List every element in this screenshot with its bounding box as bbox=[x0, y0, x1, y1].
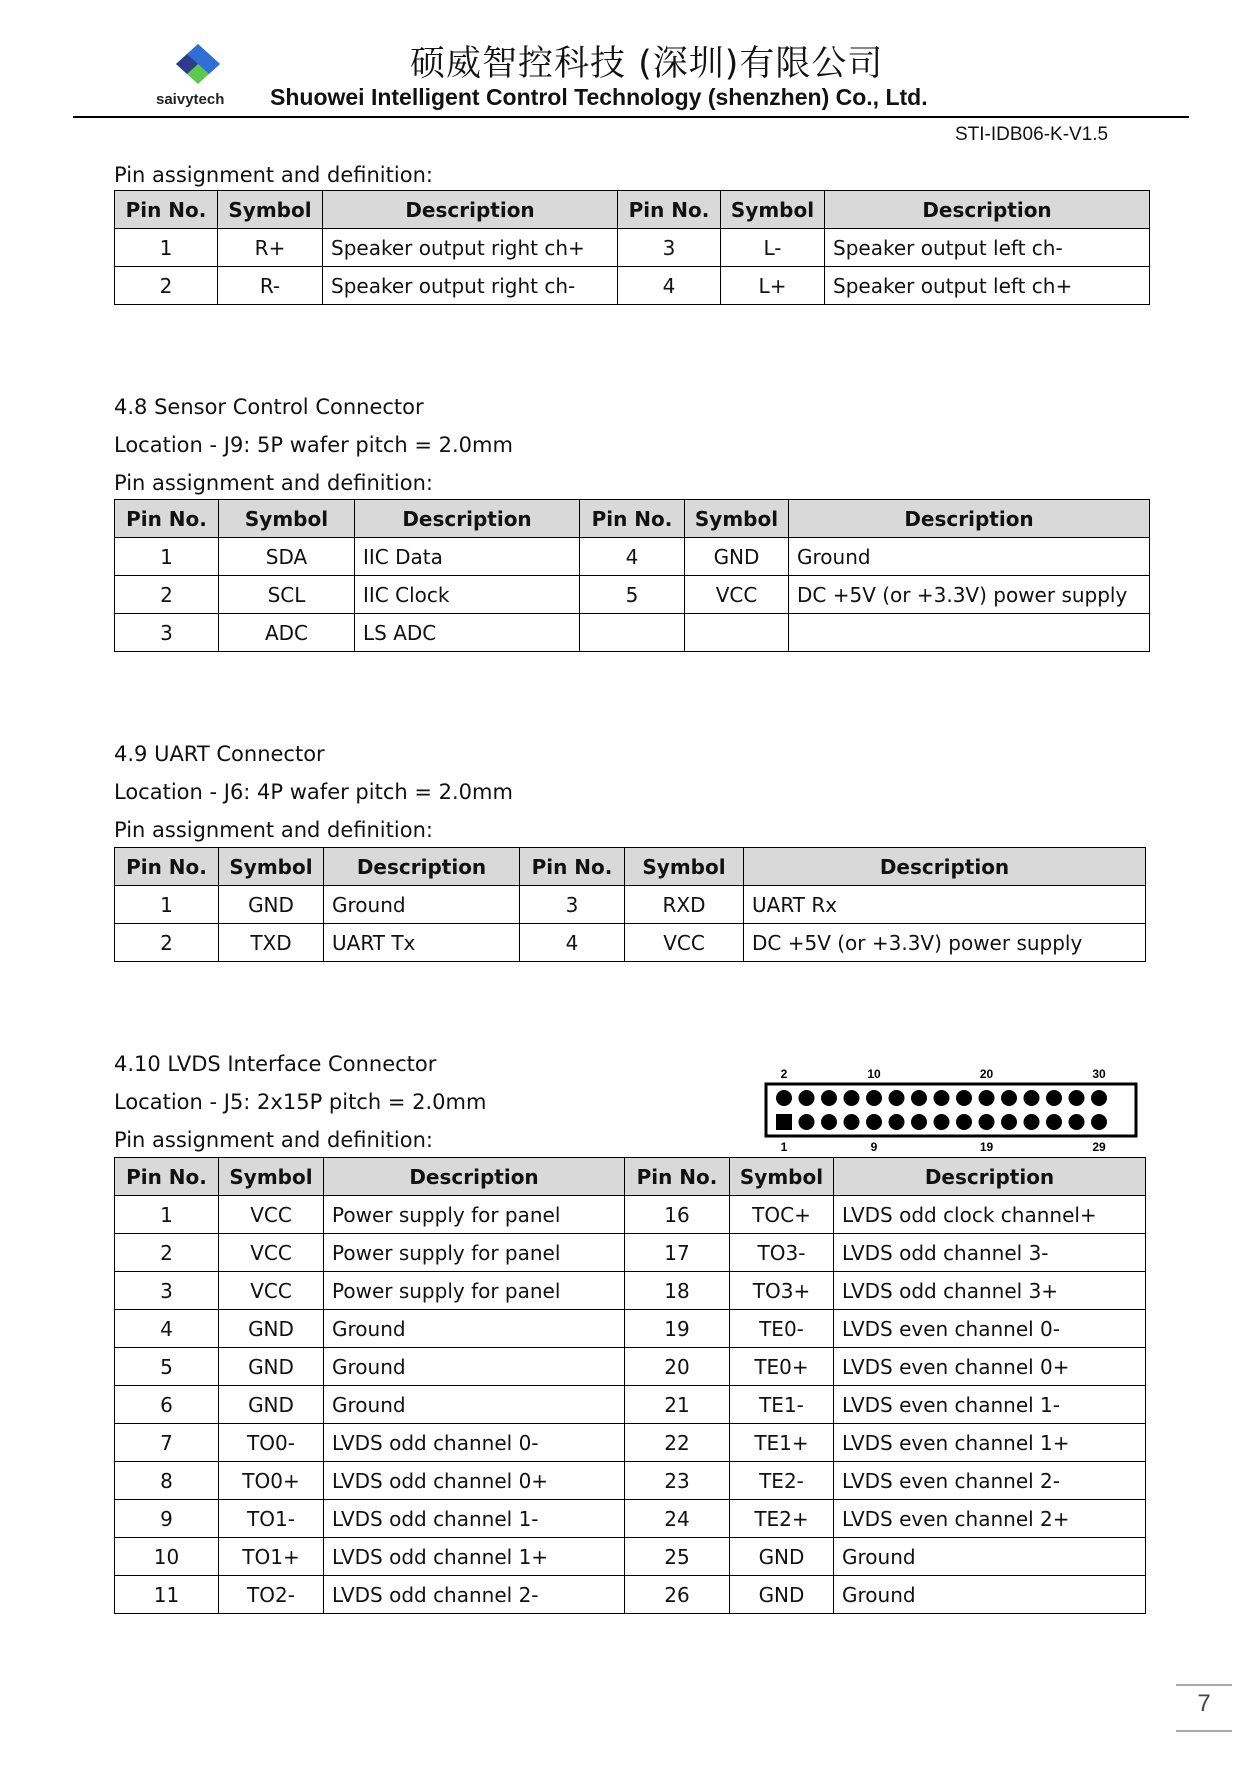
description-cell: IIC Data bbox=[355, 538, 580, 576]
symbol-cell: TO3+ bbox=[730, 1272, 834, 1310]
symbol-cell: GND bbox=[685, 538, 789, 576]
table-row bbox=[115, 924, 1146, 962]
description-cell: Ground bbox=[324, 1348, 625, 1386]
description-cell: LVDS even channel 0- bbox=[834, 1310, 1146, 1348]
pin-number-cell: 2 bbox=[115, 267, 218, 305]
sensor-pin-table bbox=[114, 499, 1150, 652]
pin-number-cell: 3 bbox=[115, 1272, 219, 1310]
table-row bbox=[115, 229, 1150, 267]
pin-number-cell: 3 bbox=[520, 886, 625, 924]
pin-number-cell bbox=[580, 614, 685, 652]
pin-number-cell: 10 bbox=[115, 1538, 219, 1576]
description-cell: UART Rx bbox=[744, 886, 1146, 924]
connector-pin-label: 2 bbox=[780, 1067, 788, 1081]
uart-pin-label: Pin assignment and definition: bbox=[114, 818, 433, 842]
pin-number-cell: 4 bbox=[580, 538, 685, 576]
symbol-cell: TO1+ bbox=[219, 1538, 324, 1576]
description-cell: LVDS even channel 2- bbox=[834, 1462, 1146, 1500]
connector-pin bbox=[1046, 1114, 1062, 1130]
col-header: Pin No. bbox=[580, 500, 685, 538]
symbol-cell bbox=[685, 614, 789, 652]
connector-pin bbox=[1024, 1090, 1040, 1106]
pin-number-cell: 6 bbox=[115, 1386, 219, 1424]
pin-number-cell: 11 bbox=[115, 1576, 219, 1614]
table-row bbox=[115, 1310, 1146, 1348]
connector-pin bbox=[844, 1090, 860, 1106]
lvds-connector-diagram bbox=[760, 1062, 1140, 1154]
pin-number-cell: 2 bbox=[115, 1234, 219, 1272]
connector-pin-label: 19 bbox=[979, 1140, 994, 1154]
uart-section-title: 4.9 UART Connector bbox=[114, 742, 325, 766]
lvds-location: Location - J5: 2x15P pitch = 2.0mm bbox=[114, 1090, 487, 1114]
pin-number-cell: 26 bbox=[625, 1576, 730, 1614]
sensor-pin-label: Pin assignment and definition: bbox=[114, 471, 433, 495]
symbol-cell: L+ bbox=[721, 267, 825, 305]
table-row bbox=[115, 1500, 1146, 1538]
table-row bbox=[115, 267, 1150, 305]
connector-pin bbox=[866, 1090, 882, 1106]
description-cell: Speaker output left ch+ bbox=[825, 267, 1150, 305]
description-cell: DC +5V (or +3.3V) power supply bbox=[789, 576, 1150, 614]
symbol-cell: SCL bbox=[219, 576, 355, 614]
symbol-cell: GND bbox=[730, 1576, 834, 1614]
pin-number-cell: 9 bbox=[115, 1500, 219, 1538]
lvds-section-title: 4.10 LVDS Interface Connector bbox=[114, 1052, 437, 1076]
description-cell: Ground bbox=[324, 886, 520, 924]
symbol-cell: TO0+ bbox=[219, 1462, 324, 1500]
col-header: Symbol bbox=[685, 500, 789, 538]
symbol-cell: GND bbox=[219, 1386, 324, 1424]
symbol-cell: GND bbox=[219, 1348, 324, 1386]
col-header: Symbol bbox=[625, 848, 744, 886]
symbol-cell: TO3- bbox=[730, 1234, 834, 1272]
pin-number-cell: 1 bbox=[115, 229, 218, 267]
pin-number-cell: 16 bbox=[625, 1196, 730, 1234]
table-row bbox=[115, 1576, 1146, 1614]
connector-pin bbox=[1069, 1090, 1085, 1106]
pin-number-cell: 2 bbox=[115, 576, 219, 614]
pin-number-cell: 3 bbox=[618, 229, 721, 267]
col-header: Pin No. bbox=[115, 500, 219, 538]
col-header: Description bbox=[324, 1158, 625, 1196]
table-row bbox=[115, 1196, 1146, 1234]
description-cell: LVDS even channel 1+ bbox=[834, 1424, 1146, 1462]
table-row bbox=[115, 1348, 1146, 1386]
connector-pin-label: 20 bbox=[979, 1067, 994, 1081]
pin-number-cell: 18 bbox=[625, 1272, 730, 1310]
description-cell: LS ADC bbox=[355, 614, 580, 652]
symbol-cell: ADC bbox=[219, 614, 355, 652]
description-cell: Ground bbox=[789, 538, 1150, 576]
pin-number-cell: 4 bbox=[520, 924, 625, 962]
col-header: Description bbox=[324, 848, 520, 886]
connector-pin bbox=[1024, 1114, 1040, 1130]
description-cell: Speaker output right ch- bbox=[323, 267, 618, 305]
col-header: Pin No. bbox=[115, 1158, 219, 1196]
symbol-cell: R- bbox=[218, 267, 323, 305]
document-code: STI-IDB06-K-V1.5 bbox=[955, 124, 1109, 145]
speaker-pin-label: Pin assignment and definition: bbox=[114, 163, 433, 187]
connector-pin bbox=[934, 1114, 950, 1130]
connector-pin bbox=[866, 1114, 882, 1130]
col-header: Symbol bbox=[219, 848, 324, 886]
symbol-cell: L- bbox=[721, 229, 825, 267]
company-name-cn: 硕威智控科技 (深圳)有限公司 bbox=[410, 44, 884, 84]
connector-pin bbox=[821, 1090, 837, 1106]
table-row bbox=[115, 1424, 1146, 1462]
header-rule bbox=[73, 116, 1189, 118]
lvds-pin-label: Pin assignment and definition: bbox=[114, 1128, 433, 1152]
uart-location: Location - J6: 4P wafer pitch = 2.0mm bbox=[114, 780, 513, 804]
description-cell: IIC Clock bbox=[355, 576, 580, 614]
description-cell: LVDS odd channel 3- bbox=[834, 1234, 1146, 1272]
connector-pin-label: 1 bbox=[780, 1140, 788, 1154]
description-cell: LVDS odd channel 0+ bbox=[324, 1462, 625, 1500]
description-cell: Power supply for panel bbox=[324, 1272, 625, 1310]
table-row bbox=[115, 576, 1150, 614]
connector-pin bbox=[776, 1090, 792, 1106]
connector-pin bbox=[1091, 1114, 1107, 1130]
connector-pin bbox=[956, 1090, 972, 1106]
description-cell: LVDS odd channel 2- bbox=[324, 1576, 625, 1614]
symbol-cell: VCC bbox=[219, 1234, 324, 1272]
pin-number-cell: 7 bbox=[115, 1424, 219, 1462]
pin-number-cell: 4 bbox=[618, 267, 721, 305]
description-cell: LVDS even channel 0+ bbox=[834, 1348, 1146, 1386]
pin-number-cell: 8 bbox=[115, 1462, 219, 1500]
description-cell bbox=[789, 614, 1150, 652]
table-row bbox=[115, 614, 1150, 652]
symbol-cell: VCC bbox=[219, 1196, 324, 1234]
symbol-cell: TXD bbox=[219, 924, 324, 962]
symbol-cell: TOC+ bbox=[730, 1196, 834, 1234]
table-row bbox=[115, 1538, 1146, 1576]
description-cell: Speaker output left ch- bbox=[825, 229, 1150, 267]
symbol-cell: TO0- bbox=[219, 1424, 324, 1462]
description-cell: LVDS odd clock channel+ bbox=[834, 1196, 1146, 1234]
connector-pin bbox=[1091, 1090, 1107, 1106]
connector-pin bbox=[911, 1114, 927, 1130]
connector-pin bbox=[934, 1090, 950, 1106]
table-header-row bbox=[115, 1158, 1146, 1196]
table-header-row bbox=[115, 500, 1150, 538]
speaker-pin-table bbox=[114, 190, 1150, 305]
col-header: Pin No. bbox=[115, 191, 218, 229]
symbol-cell: VCC bbox=[685, 576, 789, 614]
symbol-cell: VCC bbox=[219, 1272, 324, 1310]
pin-number-cell: 24 bbox=[625, 1500, 730, 1538]
page-number-rule-bottom bbox=[1176, 1730, 1232, 1732]
description-cell: Ground bbox=[834, 1576, 1146, 1614]
symbol-cell: GND bbox=[730, 1538, 834, 1576]
col-header: Description bbox=[789, 500, 1150, 538]
description-cell: Ground bbox=[834, 1538, 1146, 1576]
symbol-cell: TO2- bbox=[219, 1576, 324, 1614]
symbol-cell: TE0+ bbox=[730, 1348, 834, 1386]
logo-mark-icon bbox=[168, 40, 228, 92]
table-row bbox=[115, 1234, 1146, 1272]
pin-number-cell: 1 bbox=[115, 538, 219, 576]
connector-pin-label: 9 bbox=[870, 1140, 878, 1154]
col-header: Symbol bbox=[219, 500, 355, 538]
table-row bbox=[115, 886, 1146, 924]
symbol-cell: GND bbox=[219, 886, 324, 924]
pin-number-cell: 19 bbox=[625, 1310, 730, 1348]
connector-pin bbox=[979, 1090, 995, 1106]
col-header: Symbol bbox=[721, 191, 825, 229]
pin-number-cell: 17 bbox=[625, 1234, 730, 1272]
pin-number-cell: 21 bbox=[625, 1386, 730, 1424]
description-cell: Power supply for panel bbox=[324, 1234, 625, 1272]
pin-number-cell: 3 bbox=[115, 614, 219, 652]
uart-pin-table bbox=[114, 847, 1146, 962]
connector-pin bbox=[1069, 1114, 1085, 1130]
description-cell: LVDS odd channel 3+ bbox=[834, 1272, 1146, 1310]
table-row bbox=[115, 538, 1150, 576]
connector-pin-label: 29 bbox=[1092, 1140, 1106, 1154]
col-header: Symbol bbox=[219, 1158, 324, 1196]
connector-pin bbox=[889, 1090, 905, 1106]
description-cell: Speaker output right ch+ bbox=[323, 229, 618, 267]
description-cell: LVDS odd channel 1- bbox=[324, 1500, 625, 1538]
lvds-pin-table bbox=[114, 1157, 1146, 1614]
symbol-cell: RXD bbox=[625, 886, 744, 924]
description-cell: LVDS even channel 1- bbox=[834, 1386, 1146, 1424]
col-header: Symbol bbox=[730, 1158, 834, 1196]
connector-pin bbox=[911, 1090, 927, 1106]
connector-pin bbox=[1001, 1114, 1017, 1130]
description-cell: Power supply for panel bbox=[324, 1196, 625, 1234]
pin-number-cell: 5 bbox=[580, 576, 685, 614]
connector-pin bbox=[1001, 1090, 1017, 1106]
description-cell: Ground bbox=[324, 1386, 625, 1424]
description-cell: LVDS odd channel 1+ bbox=[324, 1538, 625, 1576]
connector-pin bbox=[844, 1114, 860, 1130]
symbol-cell: SDA bbox=[219, 538, 355, 576]
table-row bbox=[115, 1272, 1146, 1310]
table-row bbox=[115, 1462, 1146, 1500]
connector-pin bbox=[979, 1114, 995, 1130]
connector-pin-label: 10 bbox=[867, 1067, 881, 1081]
description-cell: LVDS even channel 2+ bbox=[834, 1500, 1146, 1538]
connector-pin bbox=[821, 1114, 837, 1130]
table-header-row bbox=[115, 191, 1150, 229]
pin-number-cell: 5 bbox=[115, 1348, 219, 1386]
col-header: Description bbox=[744, 848, 1146, 886]
symbol-cell: R+ bbox=[218, 229, 323, 267]
pin-number-cell: 20 bbox=[625, 1348, 730, 1386]
pin-number-cell: 4 bbox=[115, 1310, 219, 1348]
symbol-cell: TE0- bbox=[730, 1310, 834, 1348]
logo-text: saivytech bbox=[156, 91, 225, 108]
col-header: Description bbox=[834, 1158, 1146, 1196]
symbol-cell: TE1+ bbox=[730, 1424, 834, 1462]
col-header: Pin No. bbox=[618, 191, 721, 229]
connector-pin bbox=[889, 1114, 905, 1130]
connector-pin bbox=[1046, 1090, 1062, 1106]
col-header: Description bbox=[323, 191, 618, 229]
col-header: Description bbox=[825, 191, 1150, 229]
sensor-section-title: 4.8 Sensor Control Connector bbox=[114, 395, 424, 419]
pin-number-cell: 23 bbox=[625, 1462, 730, 1500]
col-header: Pin No. bbox=[115, 848, 219, 886]
symbol-cell: TE2+ bbox=[730, 1500, 834, 1538]
connector-pin bbox=[799, 1090, 815, 1106]
table-row bbox=[115, 1386, 1146, 1424]
pin-number-cell: 1 bbox=[115, 1196, 219, 1234]
connector-pin bbox=[799, 1114, 815, 1130]
table-header-row bbox=[115, 848, 1146, 886]
description-cell: DC +5V (or +3.3V) power supply bbox=[744, 924, 1146, 962]
connector-pin-1-square bbox=[776, 1114, 792, 1130]
col-header: Symbol bbox=[218, 191, 323, 229]
symbol-cell: TO1- bbox=[219, 1500, 324, 1538]
symbol-cell: VCC bbox=[625, 924, 744, 962]
symbol-cell: TE2- bbox=[730, 1462, 834, 1500]
symbol-cell: GND bbox=[219, 1310, 324, 1348]
description-cell: LVDS odd channel 0- bbox=[324, 1424, 625, 1462]
col-header: Pin No. bbox=[520, 848, 625, 886]
description-cell: UART Tx bbox=[324, 924, 520, 962]
col-header: Description bbox=[355, 500, 580, 538]
col-header: Pin No. bbox=[625, 1158, 730, 1196]
pin-number-cell: 2 bbox=[115, 924, 219, 962]
description-cell: Ground bbox=[324, 1310, 625, 1348]
pin-number-cell: 1 bbox=[115, 886, 219, 924]
sensor-location: Location - J9: 5P wafer pitch = 2.0mm bbox=[114, 433, 513, 457]
page-number-rule-top bbox=[1176, 1684, 1232, 1686]
page-number: 7 bbox=[1197, 1690, 1211, 1717]
pin-number-cell: 25 bbox=[625, 1538, 730, 1576]
company-name-en: Shuowei Intelligent Control Technology (shenzhen) Co., Ltd. bbox=[270, 84, 928, 110]
connector-pin-label: 30 bbox=[1092, 1067, 1106, 1081]
connector-pin bbox=[956, 1114, 972, 1130]
symbol-cell: TE1- bbox=[730, 1386, 834, 1424]
pin-number-cell: 22 bbox=[625, 1424, 730, 1462]
company-logo bbox=[168, 40, 228, 92]
